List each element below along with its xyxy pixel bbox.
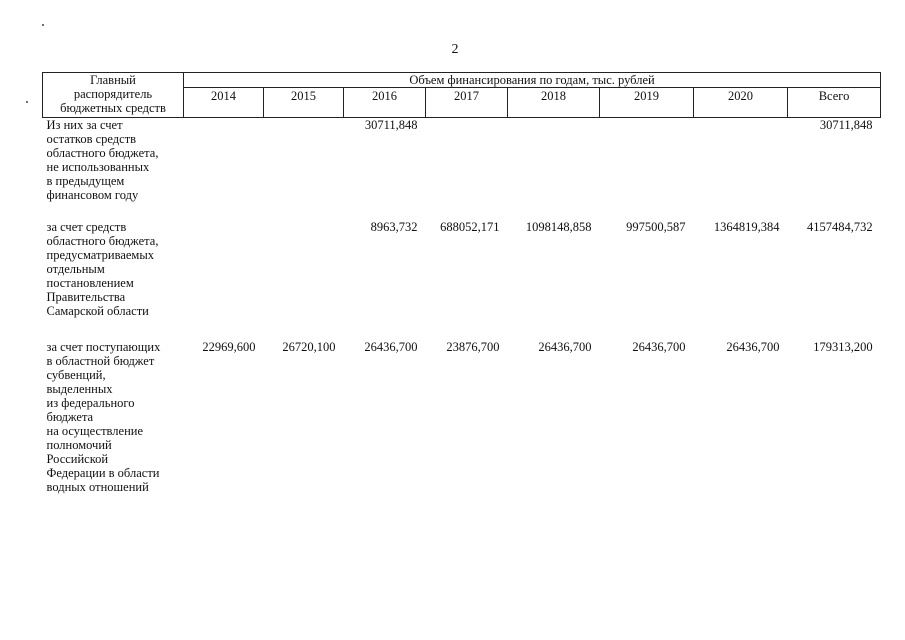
cell-2014 <box>184 220 264 340</box>
cell-2016: 8963,732 <box>370 220 418 234</box>
header-year-2020: 2020 <box>694 88 788 118</box>
header-total: Всего <box>788 88 881 118</box>
row-label: за счет средств областного бюджета, предусматриваемых отдельным постановлением Правительства Самарской области <box>46 220 159 318</box>
cell-2019: 997500,587 <box>626 220 686 234</box>
cell-total: 4157484,732 <box>806 220 873 234</box>
scan-speck <box>26 101 28 103</box>
cell-2017: 23876,700 <box>446 340 500 354</box>
cell-2014: 22969,600 <box>202 340 256 354</box>
header-budget-manager: Главный распорядитель бюджетных средств <box>43 73 184 118</box>
cell-2015 <box>264 220 344 340</box>
cell-2020 <box>694 118 788 221</box>
row-label: Из них за счет остатков средств областного бюджета, не использованных в предыдущем финансовом году <box>46 118 159 202</box>
header-year-2016: 2016 <box>344 88 426 118</box>
cell-2019 <box>600 118 694 221</box>
scan-speck <box>42 24 44 26</box>
financing-table <box>42 72 881 520</box>
header-year-2014: 2014 <box>184 88 264 118</box>
header-year-2019: 2019 <box>600 88 694 118</box>
cell-2017: 688052,171 <box>440 220 500 234</box>
table-row <box>43 118 881 221</box>
header-year-2015: 2015 <box>264 88 344 118</box>
cell-2017 <box>426 118 508 221</box>
cell-2018 <box>508 118 600 221</box>
header-year-2018: 2018 <box>508 88 600 118</box>
cell-2020: 1364819,384 <box>713 220 780 234</box>
cell-2018: 1098148,858 <box>525 220 592 234</box>
cell-2014 <box>184 118 264 221</box>
cell-total: 179313,200 <box>813 340 873 354</box>
table-row <box>43 340 881 520</box>
row-label: за счет поступающих в областной бюджет субвенций, выделенных из федерального бюджета на осуществление полномочий Российской Федерации в области водных отношений <box>46 340 161 494</box>
cell-2019: 26436,700 <box>632 340 686 354</box>
cell-2015 <box>264 118 344 221</box>
cell-2016: 30711,848 <box>364 118 418 132</box>
page-number: 2 <box>451 42 459 57</box>
cell-2020: 26436,700 <box>726 340 780 354</box>
header-year-2017: 2017 <box>426 88 508 118</box>
cell-2016: 26436,700 <box>364 340 418 354</box>
cell-2015: 26720,100 <box>282 340 336 354</box>
cell-2018: 26436,700 <box>538 340 592 354</box>
table-row <box>43 220 881 340</box>
cell-total: 30711,848 <box>819 118 873 132</box>
header-funding-by-year: Объем финансирования по годам, тыс. рублей <box>184 73 881 88</box>
